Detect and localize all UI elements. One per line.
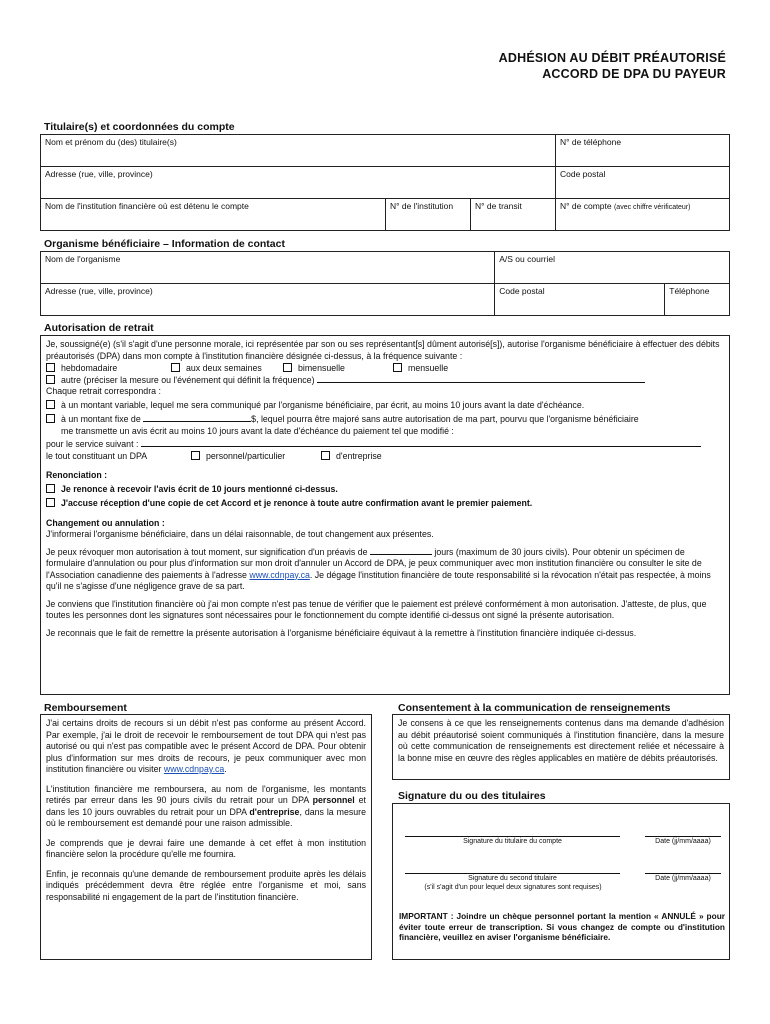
frequency-other-row: [46, 375, 724, 387]
holder-name-field[interactable]: [41, 135, 556, 167]
form-title-line2: ACCORD DE DPA DU PAYEUR: [542, 67, 726, 81]
signature2-label: Signature du second titulaire: [468, 875, 557, 882]
signature2-note: (s'il s'agit d'un pour lequel deux signatures sont requises): [424, 884, 602, 891]
form-title: [499, 50, 726, 82]
freq-other-label: autre (préciser la mesure ou l'événement qui définit la fréquence): [61, 374, 315, 385]
freq-other-input[interactable]: [317, 382, 645, 383]
personal-label: personnel/particulier: [206, 450, 286, 461]
refund-p2-text-b: et dans les 10 jours ouvrables du retrait pour un DPA: [46, 795, 366, 817]
signature1-label: Signature du titulaire du compte: [463, 838, 562, 845]
each-withdrawal-label: Chaque retrait correspondra :: [46, 386, 161, 396]
waiver2-row: [46, 498, 724, 510]
fixed-amount-prefix: à un montant fixe de: [61, 414, 141, 424]
holder-section-title: Titulaire(s) et coordonnées du compte: [44, 121, 235, 133]
important-text: Joindre un chèque personnel portant la mention « ANNULÉ » pour éviter toute erreur de transcription. Si vous changez de compte ou d'institution financière, veuillez en aviser l'organisme bénéficiaire.: [399, 911, 725, 942]
frequency-row: [46, 363, 724, 375]
holder-table: [40, 134, 730, 231]
revoke-text: [46, 547, 724, 593]
org-contact-field[interactable]: [495, 252, 730, 284]
consent-text: Je consens à ce que les renseignements contenus dans ma demande d'adhésion au débit préautorisé soient communiqués à l'institution financière, dans la mesure où cette communication de renseignements est directement reliée et nécessaire à la bonne mise en œuvre des règles applicables en matière de débits préautorisés.: [398, 718, 724, 763]
variable-amount-label: à un montant variable, lequel me sera communiqué par l'organisme bénéficiaire, par écrit, au moins 10 jours avant la date d'échéance.: [61, 399, 585, 410]
cdnpay-link[interactable]: www.cdnpay.ca: [249, 569, 310, 580]
holder-address-label: Adresse (rue, ville, province): [45, 169, 153, 179]
account-number-field[interactable]: [556, 199, 730, 231]
personal-checkbox[interactable]: [191, 451, 200, 460]
freq-weekly-checkbox[interactable]: [46, 363, 55, 372]
signature-box: [392, 803, 730, 960]
holder-postal-field[interactable]: [556, 167, 730, 199]
service-label: pour le service suivant :: [46, 439, 139, 449]
authorization-box: [40, 335, 730, 695]
institution-number-field[interactable]: [386, 199, 471, 231]
authorization-section-title: Autorisation de retrait: [44, 322, 154, 334]
org-address-field[interactable]: [41, 284, 495, 316]
revoke-text-a: Je peux révoquer mon autorisation à tout moment, sur signification d'un préavis de: [46, 546, 368, 557]
important-label: IMPORTANT :: [399, 911, 454, 921]
holder-phone-label: N° de téléphone: [560, 137, 622, 147]
institution-name-field[interactable]: [41, 199, 386, 231]
fixed-amount-input[interactable]: [143, 421, 251, 422]
agree-text: Je conviens que l'institution financière où j'ai mon compte n'est pas tenue de vérifier que le paiement est prélevé conformément à mon autorisation. J'atteste, de plus, que toutes les personnes dont les signatures sont nécessaires pour le fonctionnement du compte identifié ci-dessus ont signé la présente autorisation.: [46, 598, 707, 620]
freq-biweekly-checkbox[interactable]: [171, 363, 180, 372]
freq-weekly-label: hebdomadaire: [61, 363, 118, 373]
signature-section-title: Signature du ou des titulaires: [398, 790, 546, 802]
org-name-field[interactable]: [41, 252, 495, 284]
freq-monthly-label: mensuelle: [408, 363, 449, 373]
org-phone-label: Téléphone: [669, 286, 710, 296]
fixed-amount-suffix: $, lequel pourra être majoré sans autre autorisation de ma part, pourvu que l'organisme bénéficiaire: [251, 414, 639, 424]
transit-number-field[interactable]: [471, 199, 556, 231]
revoke-text-c: . Je dégage l'institution financière de toute responsabilité si la révocation n'était pas respectée, à moins qu'il ne s'agisse d'une négligence grave de sa part.: [46, 569, 711, 591]
notice-days-input[interactable]: [370, 554, 432, 555]
waiver2-checkbox[interactable]: [46, 498, 55, 507]
freq-bimonthly-label: bimensuelle: [298, 363, 345, 373]
dpa-type-row: [46, 451, 724, 463]
refund-p2-business: d'entreprise: [249, 806, 300, 817]
account-number-note: (avec chiffre vérificateur): [613, 204, 691, 211]
service-input[interactable]: [141, 446, 701, 447]
freq-biweekly-label: aux deux semaines: [186, 363, 262, 373]
waiver1-label: Je renonce à recevoir l'avis écrit de 10 jours mentionné ci-dessus.: [61, 483, 338, 494]
refund-cdnpay-link[interactable]: www.cdnpay.ca: [163, 764, 225, 774]
fixed-amount-row: [46, 414, 724, 426]
date2-label: Date (jj/mm/aaaa): [655, 875, 711, 882]
org-name-label: Nom de l'organisme: [45, 254, 121, 264]
change-text: J'informerai l'organisme bénéficiaire, dans un délai raisonnable, de tout changement aux présentes.: [46, 529, 434, 539]
holder-phone-field[interactable]: [556, 135, 730, 167]
institution-number-label: N° de l'institution: [390, 201, 454, 211]
refund-p1: [46, 718, 366, 776]
consent-box: [392, 714, 730, 780]
business-label: d'entreprise: [336, 450, 382, 461]
holder-postal-label: Code postal: [560, 169, 606, 179]
waiver-title: Renonciation :: [46, 470, 108, 480]
refund-p2-personal: personnel: [312, 795, 355, 805]
business-checkbox[interactable]: [321, 451, 330, 460]
holder-name-label: Nom et prénom du (des) titulaire(s): [45, 137, 177, 147]
revoke-text-b: jours (maximum de 30 jours civils). Pour obtenir un spécimen de formulaire d'annulation ou pour plus d'information sur mon droit d'annuler un Accord de DPA, je peux communiquer avec mon institution financière ou consulter le site de l'Association canadienne des paiements à l'adresse: [46, 546, 702, 580]
dpa-type-label: le tout constituant un DPA: [46, 450, 148, 461]
refund-p2-text-a: L'institution financière me remboursera, au nom de l'organisme, les montants retirés par erreur dans les 90 jours civils du retrait pour un DPA: [46, 783, 366, 805]
org-address-label: Adresse (rue, ville, province): [45, 286, 153, 296]
refund-box: [40, 714, 372, 960]
service-row: [46, 439, 724, 451]
date1-line[interactable]: [645, 829, 721, 837]
change-title: Changement ou annulation :: [46, 517, 165, 528]
org-phone-field[interactable]: [665, 284, 730, 316]
authorization-intro: Je, soussigné(e) (s'il s'agit d'une personne morale, ici représentée par son ou ses représentant[s] dûment autorisé[s]), autorise l'organisme bénéficiaire à effectuer des débits préautorisés (DPA) dans mon compte à l'institution financière désignée ci-dessus, à la fréquence suivante :: [46, 339, 720, 361]
fixed-amount-checkbox[interactable]: [46, 414, 55, 423]
freq-other-checkbox[interactable]: [46, 375, 55, 384]
refund-p2-text-c: , dans la mesure où le remboursement est demandé pour une raison admissible.: [46, 806, 366, 828]
org-postal-field[interactable]: [495, 284, 665, 316]
form-title-line1: ADHÉSION AU DÉBIT PRÉAUTORISÉ: [498, 51, 726, 65]
refund-p1-text: J'ai certains droits de recours si un débit n'est pas conforme au présent Accord. Par exemple, j'ai le droit de recevoir le remboursement de tout DPA qui n'est pas autorisé ou qui n'est pas compatible avec le présent Accord de DPA. Pour obtenir plus d'information sur mes droits de recours, je peux communiquer avec mon institution financière ou visiter: [46, 718, 366, 774]
account-number-label: N° de compte: [560, 201, 612, 211]
waiver1-checkbox[interactable]: [46, 484, 55, 493]
transit-number-label: N° de transit: [475, 201, 522, 211]
signature2-line[interactable]: [405, 866, 620, 874]
date2-line[interactable]: [645, 866, 721, 874]
refund-p2: [46, 784, 366, 830]
institution-name-label: Nom de l'institution financière où est détenu le compte: [45, 201, 249, 211]
refund-p3: Je comprends que je devrai faire une demande à cet effet à mon institution financière selon la procédure qu'elle me fournira.: [46, 837, 366, 859]
signature1-line[interactable]: [405, 829, 620, 837]
refund-section-title: Remboursement: [44, 702, 127, 714]
delivery-text: Je reconnais que le fait de remettre la présente autorisation à l'organisme bénéficiaire équivaut à la remettre à l'institution financière indiquée ci-dessus.: [46, 627, 637, 638]
refund-p4: Enfin, je reconnais qu'une demande de remboursement produite après les délais indiqués précédemment devra être réglée entre l'organisme et moi, sans responsabilité ni engagement de la part de l'institution financière.: [46, 868, 366, 902]
variable-amount-checkbox[interactable]: [46, 400, 55, 409]
important-note: [399, 911, 725, 943]
variable-amount-row: [46, 400, 724, 412]
payee-table: [40, 251, 730, 316]
freq-monthly-checkbox[interactable]: [393, 363, 402, 372]
fixed-amount-line2: me transmette un avis écrit au moins 10 jours avant la date d'échéance du paiement tel que modifié :: [61, 425, 454, 436]
waiver1-row: [46, 484, 724, 496]
holder-address-field[interactable]: [41, 167, 556, 199]
waiver2-label: J'accuse réception d'une copie de cet Accord et je renonce à toute autre confirmation avant le premier paiement.: [61, 498, 533, 508]
refund-p1-end: .: [224, 764, 227, 774]
consent-section-title: Consentement à la communication de renseignements: [398, 702, 671, 714]
org-postal-label: Code postal: [499, 286, 545, 296]
payee-section-title: Organisme bénéficiaire – Information de contact: [44, 238, 285, 250]
org-contact-label: A/S ou courriel: [499, 254, 555, 264]
date1-label: Date (jj/mm/aaaa): [655, 838, 711, 845]
freq-bimonthly-checkbox[interactable]: [283, 363, 292, 372]
